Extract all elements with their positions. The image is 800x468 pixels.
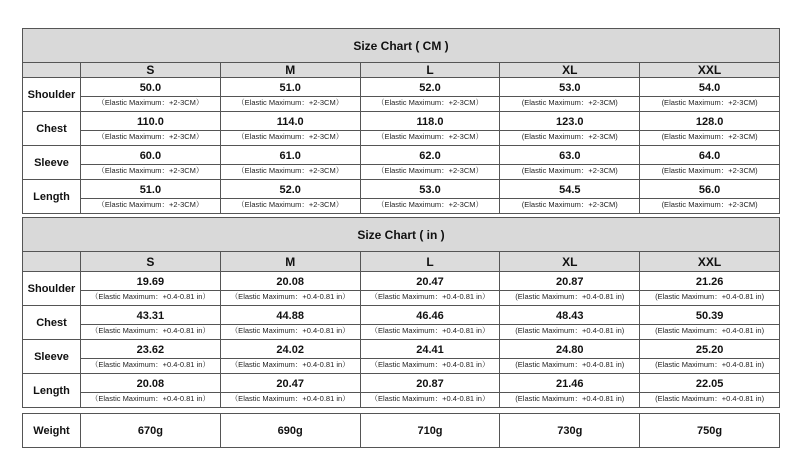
measurement-value: 20.87 <box>500 276 639 291</box>
in-table-body <box>23 272 780 408</box>
elastic-note: （Elastic Maximum：+2-3CM） <box>97 166 204 175</box>
elastic-note: (Elastic Maximum：+2-3CM) <box>661 166 758 175</box>
measurement-cell <box>500 272 640 306</box>
cm-header-size: XL <box>500 63 640 78</box>
measurement-value: 61.0 <box>221 150 360 165</box>
measurement-value: 20.47 <box>221 378 360 393</box>
cm-header-size: M <box>220 63 360 78</box>
row-label: Sleeve <box>23 340 81 374</box>
elastic-note: (Elastic Maximum：+0.4-0.81 in) <box>655 360 765 369</box>
measurement-cell <box>81 180 221 214</box>
elastic-note: (Elastic Maximum：+2-3CM) <box>661 98 758 107</box>
elastic-note: （Elastic Maximum：+2-3CM） <box>376 166 484 175</box>
measurement-value: 24.80 <box>500 344 639 359</box>
elastic-note: (Elastic Maximum：+0.4-0.81 in) <box>655 394 765 403</box>
measurement-cell <box>81 340 221 374</box>
measurement-cell <box>81 306 221 340</box>
elastic-note: (Elastic Maximum：+2-3CM) <box>521 98 618 107</box>
measurement-cell <box>500 112 640 146</box>
size-chart-in-table <box>22 217 780 408</box>
measurement-value: 123.0 <box>500 116 639 131</box>
measurement-cell <box>500 78 640 112</box>
elastic-note: （Elastic Maximum：+2-3CM） <box>376 200 484 209</box>
elastic-note: （Elastic Maximum：+2-3CM） <box>237 132 344 141</box>
row-label: Chest <box>23 112 81 146</box>
measurement-row <box>23 272 780 306</box>
measurement-value: 53.0 <box>500 82 639 97</box>
measurement-cell <box>220 272 360 306</box>
row-label: Chest <box>23 306 81 340</box>
measurement-value: 110.0 <box>81 116 220 131</box>
elastic-note: （Elastic Maximum：+0.4-0.81 in） <box>90 292 210 301</box>
measurement-value: 56.0 <box>640 184 779 199</box>
measurement-cell <box>640 78 780 112</box>
measurement-cell <box>220 374 360 408</box>
measurement-cell <box>360 340 500 374</box>
elastic-note: （Elastic Maximum：+0.4-0.81 in） <box>230 326 350 335</box>
row-label: Length <box>23 374 81 408</box>
measurement-value: 21.46 <box>500 378 639 393</box>
measurement-value: 54.5 <box>500 184 639 199</box>
measurement-cell <box>500 340 640 374</box>
measurement-row <box>23 78 780 112</box>
cm-header-size: L <box>360 63 500 78</box>
measurement-value: 128.0 <box>640 116 779 131</box>
elastic-note: （Elastic Maximum：+0.4-0.81 in） <box>90 360 210 369</box>
measurement-value: 52.0 <box>361 82 500 97</box>
measurement-value: 20.87 <box>361 378 500 393</box>
measurement-value: 54.0 <box>640 82 779 97</box>
elastic-note: （Elastic Maximum：+0.4-0.81 in） <box>370 360 490 369</box>
measurement-row <box>23 374 780 408</box>
elastic-note: （Elastic Maximum：+2-3CM） <box>97 200 204 209</box>
elastic-note: （Elastic Maximum：+0.4-0.81 in） <box>230 394 350 403</box>
elastic-note: （Elastic Maximum：+0.4-0.81 in） <box>230 292 350 301</box>
measurement-cell <box>360 306 500 340</box>
measurement-cell <box>360 78 500 112</box>
in-header-size: L <box>360 252 500 272</box>
weight-value: 730g <box>500 414 640 448</box>
measurement-cell <box>500 180 640 214</box>
cm-header-size: XXL <box>640 63 780 78</box>
elastic-note: (Elastic Maximum：+2-3CM) <box>521 166 618 175</box>
weight-value: 750g <box>640 414 780 448</box>
measurement-value: 44.88 <box>221 310 360 325</box>
measurement-cell <box>640 272 780 306</box>
in-header-size: M <box>220 252 360 272</box>
measurement-cell <box>220 306 360 340</box>
measurement-cell <box>640 374 780 408</box>
in-header-blank <box>23 252 81 272</box>
measurement-row <box>23 340 780 374</box>
elastic-note: (Elastic Maximum：+0.4-0.81 in) <box>655 292 765 301</box>
measurement-cell <box>640 146 780 180</box>
elastic-note: (Elastic Maximum：+0.4-0.81 in) <box>515 360 625 369</box>
elastic-note: （Elastic Maximum：+2-3CM） <box>376 98 484 107</box>
measurement-value: 53.0 <box>361 184 500 199</box>
elastic-note: （Elastic Maximum：+0.4-0.81 in） <box>230 360 350 369</box>
elastic-note: （Elastic Maximum：+2-3CM） <box>237 98 344 107</box>
measurement-cell <box>500 306 640 340</box>
elastic-note: （Elastic Maximum：+2-3CM） <box>237 166 344 175</box>
measurement-value: 50.39 <box>640 310 779 325</box>
measurement-cell <box>360 180 500 214</box>
size-chart-cm-table <box>22 28 780 214</box>
elastic-note: (Elastic Maximum：+0.4-0.81 in) <box>515 394 625 403</box>
weight-value: 690g <box>220 414 360 448</box>
measurement-value: 51.0 <box>81 184 220 199</box>
measurement-cell <box>220 340 360 374</box>
measurement-cell <box>81 146 221 180</box>
measurement-row <box>23 146 780 180</box>
row-label: Shoulder <box>23 272 81 306</box>
measurement-cell <box>360 146 500 180</box>
measurement-cell <box>360 112 500 146</box>
cm-table-title: Size Chart ( CM ) <box>23 29 780 63</box>
measurement-value: 43.31 <box>81 310 220 325</box>
weight-table <box>22 413 780 448</box>
measurement-value: 46.46 <box>361 310 500 325</box>
elastic-note: (Elastic Maximum：+2-3CM) <box>661 200 758 209</box>
measurement-cell <box>81 112 221 146</box>
measurement-cell <box>220 180 360 214</box>
weight-value: 670g <box>81 414 221 448</box>
elastic-note: (Elastic Maximum：+2-3CM) <box>521 132 618 141</box>
measurement-cell <box>220 112 360 146</box>
measurement-value: 63.0 <box>500 150 639 165</box>
measurement-value: 25.20 <box>640 344 779 359</box>
measurement-value: 22.05 <box>640 378 779 393</box>
elastic-note: （Elastic Maximum：+2-3CM） <box>97 132 204 141</box>
measurement-cell <box>81 78 221 112</box>
row-label: Length <box>23 180 81 214</box>
measurement-value: 21.26 <box>640 276 779 291</box>
elastic-note: （Elastic Maximum：+0.4-0.81 in） <box>370 326 490 335</box>
measurement-value: 48.43 <box>500 310 639 325</box>
elastic-note: (Elastic Maximum：+2-3CM) <box>521 200 618 209</box>
measurement-cell <box>360 374 500 408</box>
measurement-value: 118.0 <box>361 116 500 131</box>
in-header-size: XL <box>500 252 640 272</box>
weight-value: 710g <box>360 414 500 448</box>
elastic-note: （Elastic Maximum：+2-3CM） <box>237 200 344 209</box>
measurement-value: 20.47 <box>361 276 500 291</box>
row-label: Shoulder <box>23 78 81 112</box>
elastic-note: (Elastic Maximum：+0.4-0.81 in) <box>515 292 625 301</box>
measurement-cell <box>81 272 221 306</box>
elastic-note: （Elastic Maximum：+2-3CM） <box>97 98 204 107</box>
elastic-note: （Elastic Maximum：+0.4-0.81 in） <box>370 394 490 403</box>
measurement-value: 24.41 <box>361 344 500 359</box>
measurement-cell <box>220 78 360 112</box>
measurement-cell <box>640 180 780 214</box>
measurement-value: 62.0 <box>361 150 500 165</box>
measurement-value: 23.62 <box>81 344 220 359</box>
cm-header-blank <box>23 63 81 78</box>
measurement-cell <box>640 340 780 374</box>
measurement-value: 51.0 <box>221 82 360 97</box>
elastic-note: (Elastic Maximum：+2-3CM) <box>661 132 758 141</box>
measurement-value: 20.08 <box>221 276 360 291</box>
measurement-value: 114.0 <box>221 116 360 131</box>
elastic-note: （Elastic Maximum：+0.4-0.81 in） <box>370 292 490 301</box>
cm-header-size: S <box>81 63 221 78</box>
measurement-value: 20.08 <box>81 378 220 393</box>
cm-table-body <box>23 78 780 214</box>
in-header-size: XXL <box>640 252 780 272</box>
elastic-note: （Elastic Maximum：+2-3CM） <box>376 132 484 141</box>
elastic-note: (Elastic Maximum：+0.4-0.81 in) <box>515 326 625 335</box>
measurement-value: 50.0 <box>81 82 220 97</box>
measurement-row <box>23 112 780 146</box>
in-table-title: Size Chart ( in ) <box>23 218 780 252</box>
measurement-value: 60.0 <box>81 150 220 165</box>
measurement-value: 24.02 <box>221 344 360 359</box>
measurement-cell <box>500 146 640 180</box>
elastic-note: （Elastic Maximum：+0.4-0.81 in） <box>90 394 210 403</box>
measurement-cell <box>81 374 221 408</box>
measurement-row <box>23 306 780 340</box>
measurement-row <box>23 180 780 214</box>
measurement-value: 52.0 <box>221 184 360 199</box>
in-header-size: S <box>81 252 221 272</box>
measurement-cell <box>220 146 360 180</box>
row-label: Sleeve <box>23 146 81 180</box>
measurement-cell <box>640 112 780 146</box>
elastic-note: （Elastic Maximum：+0.4-0.81 in） <box>90 326 210 335</box>
measurement-cell <box>640 306 780 340</box>
measurement-value: 64.0 <box>640 150 779 165</box>
measurement-cell <box>500 374 640 408</box>
weight-label: Weight <box>23 414 81 448</box>
elastic-note: (Elastic Maximum：+0.4-0.81 in) <box>655 326 765 335</box>
measurement-cell <box>360 272 500 306</box>
measurement-value: 19.69 <box>81 276 220 291</box>
